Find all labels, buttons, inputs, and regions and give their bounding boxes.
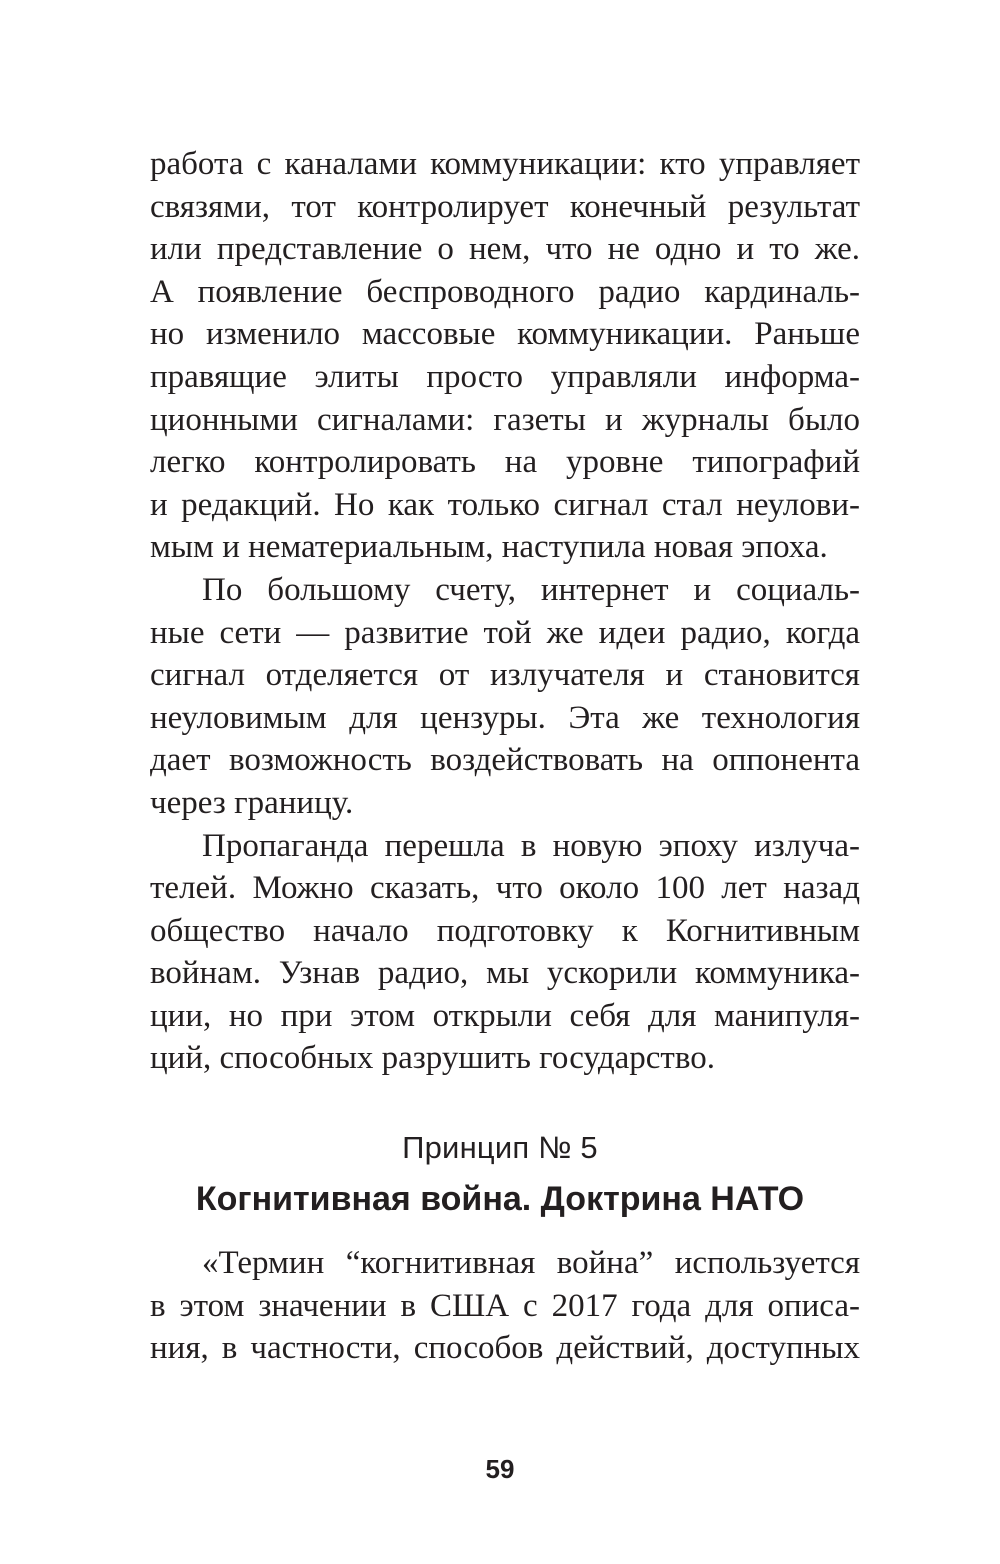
text-line: Пропаганда перешла в новую эпоху излуча- bbox=[202, 827, 860, 864]
text-line: работа с каналами коммуникации: кто управляет bbox=[150, 146, 860, 182]
page-number: 59 bbox=[485, 1454, 515, 1484]
text-line: неуловимым для цензуры. Эта же технология bbox=[150, 699, 860, 736]
text-line: или представление о нем, что не одно и то же. bbox=[150, 231, 860, 268]
text-line: ции, но при этом открыли себя для манипуля- bbox=[150, 997, 860, 1034]
text-line: телей. Можно сказать, что около 100 лет назад bbox=[150, 870, 860, 907]
text-line: сигнал отделяется от излучателя и становится bbox=[150, 657, 860, 694]
section-title: Когнитивная война. Доктрина НАТО bbox=[195, 1180, 805, 1218]
text-line: через границу. bbox=[150, 784, 354, 821]
text-line: но изменило массовые коммуникации. Раньше bbox=[150, 316, 860, 353]
text-line: связями, тот контролирует конечный результат bbox=[150, 188, 860, 225]
text-line: А появление беспроводного радио кардиналь- bbox=[150, 273, 860, 310]
text-line: дает возможность воздействовать на оппонента bbox=[150, 742, 860, 779]
text-line: войнам. Узнав радио, мы ускорили коммуника- bbox=[150, 955, 860, 992]
text-line: ционными сигналами: газеты и журналы было bbox=[150, 401, 860, 438]
paragraph-1 bbox=[150, 143, 860, 569]
text-line: легко контролировать на уровне типографий bbox=[150, 444, 860, 481]
body-text-top bbox=[150, 143, 860, 1080]
text-line: в этом значении в США с 2017 года для описа- bbox=[150, 1287, 860, 1324]
paragraph-4 bbox=[150, 1242, 860, 1370]
text-line: ций, способных разрушить государство. bbox=[150, 1040, 715, 1077]
text-line: и редакций. Но как только сигнал стал неулови- bbox=[150, 486, 860, 523]
text-line: «Термин “когнитивная война” используется bbox=[202, 1245, 860, 1281]
text-line: ные сети — развитие той же идеи радио, когда bbox=[150, 614, 860, 651]
text-line: правящие элиты просто управляли информа- bbox=[150, 358, 860, 395]
body-text-bottom bbox=[150, 1242, 860, 1370]
section-label: Принцип № 5 bbox=[402, 1130, 598, 1165]
paragraph-2 bbox=[150, 569, 860, 825]
text-line: общество начало подготовку к Когнитивным bbox=[150, 912, 860, 949]
text-line: ния, в частности, способов действий, доступных bbox=[150, 1330, 860, 1367]
paragraph-3 bbox=[150, 825, 860, 1081]
text-line: По большому счету, интернет и социаль- bbox=[202, 571, 860, 608]
text-line: мым и нематериальным, наступила новая эпоха. bbox=[150, 529, 828, 566]
